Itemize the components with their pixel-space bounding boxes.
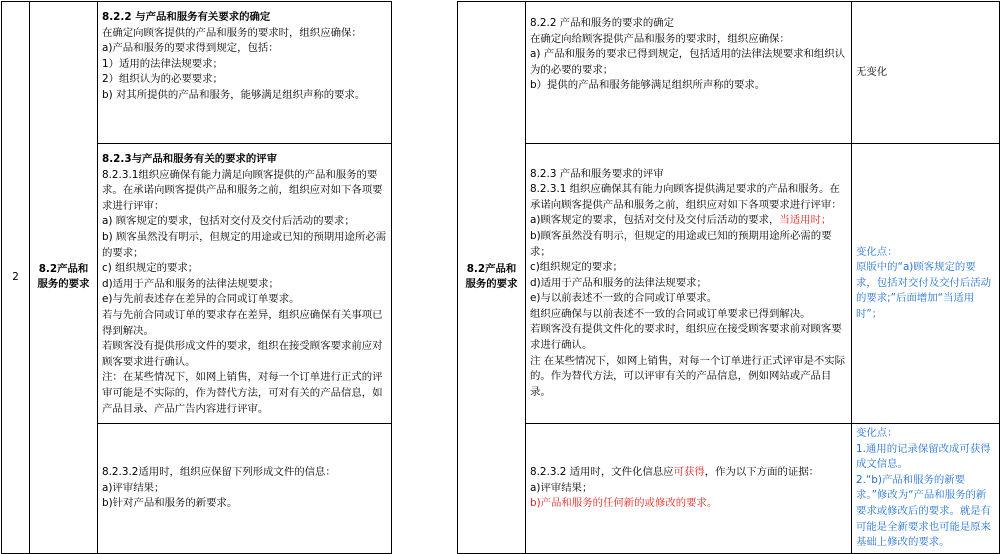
new-clause-8231: 8.2.3 产品和服务要求的评审 8.2.3.1 组织应确保其有能力向顾客提供满足要求的产品和服务。在承诺向顾客提供产品和服务之前，组织应对如下各项要求进行评审： a)顾客规定的要求，包括对交付及交付后活动的要求，当适用时； b)顾客虽然没有明示，但规定的用途或已知的预期用途所必需的要求； c)组织规定的要求； d)适用于产品和服务的法律法规要求； e)与以前表述不一致的合同或订单要求。 组织应确保与以前表述不一致的合同或订单要求已得到解决。 若顾客没有提供文件化的要求时，组织应在接受顾客要求前对顾客要求进行确认。 注 在某些情况下，如网上销售，对每一个订单进行正式评审是不实际的。作为替代方法，可以评审有关的产品信息，例如网站或产品目录。	[526, 144, 852, 424]
changed-text-highlight: 可获得	[673, 465, 705, 478]
old-clause-8231: 8.2.3与产品和服务有关的要求的评审 8.2.3.1组织应确保有能力满足向顾客提供的产品和服务的要求。在承诺向顾客提供产品和服务之前，组织应对如下各项要求进行评审： a) 顾客规定的要求，包括对交付及交付后活动的要求； b) 顾客虽然没有明示，但规定的用途或已知的预期用途所必需的要求； c) 组织规定的要求； d)适用于产品和服务的法律法规要求； e)与先前表述存在差异的合同或订单要求。 若与先前合同或订单的要求存在差异，组织应确保有关事项已得到解决。 若顾客没有提供形成文件的要求，组织在接受顾客要求前应对顾客要求进行确认。 注：在某些情况下，如网上销售，对每一个订单进行正式的评审可能是不实际的，作为替代方法，可对有关的产品信息，如产品目录、产品广告内容进行评审。	[98, 144, 392, 424]
column-gap	[392, 2, 458, 554]
new-section-label: 8.2产品和服务的要求	[458, 2, 526, 554]
changed-text-highlight: b)产品和服务的任何新的或修改的要求。	[530, 497, 718, 510]
new-clause-8232: 8.2.3.2 适用时，文件化信息应可获得，作为以下方面的证据： a)评审结果； b)产品和服务的任何新的或修改的要求。	[526, 424, 852, 554]
new-clause-822: 8.2.2 产品和服务的要求的确定 在确定向给顾客提供产品和服务的要求时，组织应确保： a) 产品和服务的要求已得到规定，包括适用的法律法规要求和组织认为的必要的要求； b）提供的产品和服务能够满足组织所声称的要求。	[526, 2, 852, 144]
row-number: 2	[2, 2, 30, 554]
old-clause-8232: 8.2.3.2适用时，组织应保留下列形成文件的信息： a)评审结果； b)针对产品和服务的新要求。	[98, 424, 392, 554]
old-section-label: 8.2产品和服务的要求	[30, 2, 98, 554]
change-note-8231: 变化点： 原版中的“a)顾客规定的要求，包括对交付及交付后活动的要求;”后面增加“当适用时”；	[852, 144, 1000, 424]
added-text-highlight: 当适用时；	[779, 214, 832, 227]
change-note-8232: 变化点： 1.通用的记录保留改成可获得成文信息。 2.“b)产品和服务的新要求。”修改为“产品和服务的新要求或修改后的要求。就是有可能是全新要求也可能是原来基础上修改的要求。	[852, 424, 1000, 554]
table-row	[2, 2, 1000, 144]
comparison-table	[1, 1, 1000, 554]
change-note-822: 无变化	[852, 2, 1000, 144]
old-clause-822: 8.2.2 与产品和服务有关要求的确定 在确定向顾客提供的产品和服务的要求时，组织应确保： a)产品和服务的要求得到规定，包括： 1）适用的法律法规要求； 2）组织认为的必要要求； b) 对其所提供的产品和服务，能够满足组织声称的要求。	[98, 2, 392, 144]
